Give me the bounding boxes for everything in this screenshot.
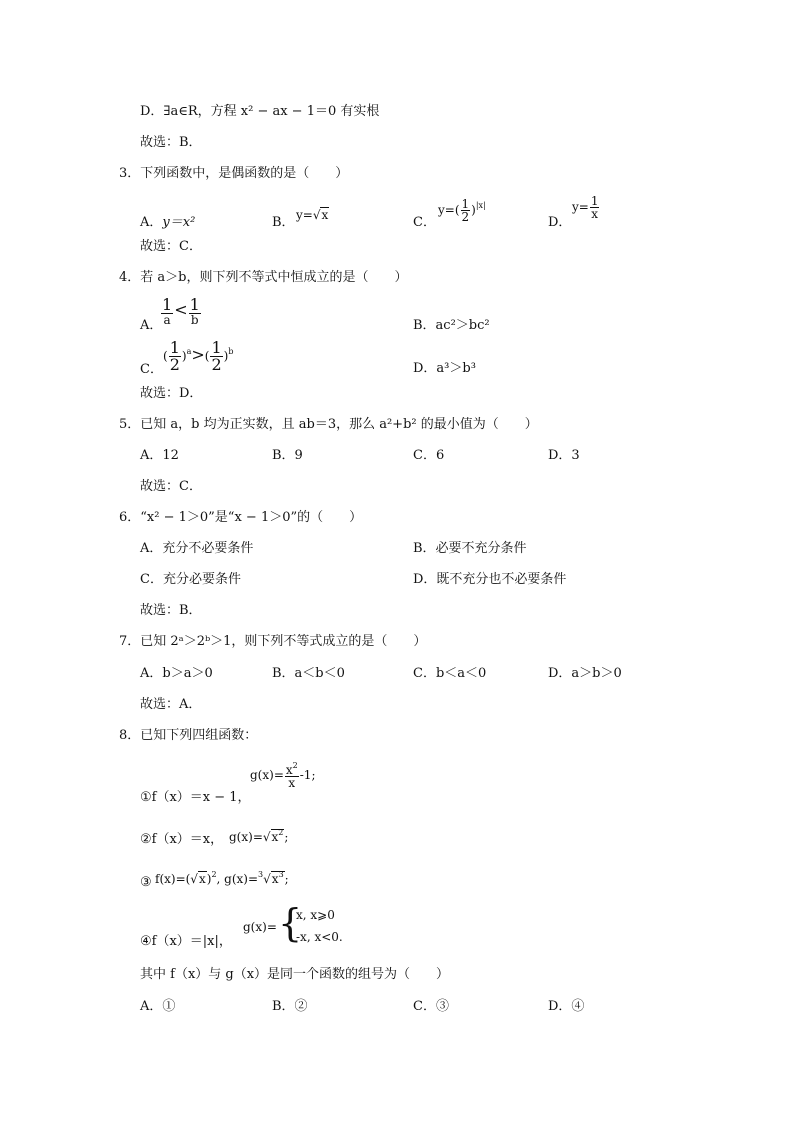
q4-option-b: B．ac²＞bc²	[413, 318, 490, 333]
q4-option-c-label: C．	[140, 362, 163, 377]
q6-option-d: D．既不充分也不必要条件	[413, 572, 567, 587]
q7-answer: 故选：A．	[140, 697, 202, 712]
q3-stem: 3．下列函数中，是偶函数的是（ ）	[119, 166, 349, 181]
q5-answer: 故选：C．	[140, 479, 202, 494]
q6-answer: 故选：B．	[140, 603, 202, 618]
q8-item-3-formula: $f(x)=(√x)^2$, $g(x)=^3√x^3$;	[155, 870, 289, 886]
q6-stem: 6．“x² − 1＞0”是“x − 1＞0”的（ ）	[119, 510, 363, 525]
q5-option-b: B．9	[272, 448, 303, 463]
q8-item-2: ②f（x）＝x，	[140, 832, 224, 847]
q8-option-b: B．②	[272, 999, 308, 1014]
q4-stem: 4．若 a＞b，则下列不等式中恒成立的是（ ）	[119, 270, 408, 285]
q4-option-d: D．a³＞b³	[413, 361, 476, 376]
q7-option-b: B．a＜b＜0	[272, 666, 345, 681]
q6-option-a: A．充分不必要条件	[140, 541, 254, 556]
q5-option-d: D．3	[548, 448, 580, 463]
q5-stem: 5．已知 a，b 均为正实数，且 ab＝3，那么 a²+b² 的最小值为（ ）	[119, 417, 538, 432]
brace-symbol: {	[278, 901, 303, 945]
q8-item-1: ①f（x）＝x − 1，	[140, 790, 251, 805]
q3-option-b-formula: y=√x	[296, 208, 329, 222]
q7-stem: 7．已知 2ᵃ＞2ᵇ＞1，则下列不等式成立的是（ ）	[119, 634, 427, 649]
q4-option-a-label: A．	[140, 318, 163, 333]
q3-option-c-formula: y=( $\frac{1}{2}$ )$^{|x|}$	[438, 197, 486, 224]
q8-item-2-formula: $g(x)=√x^2$;	[229, 828, 289, 844]
q7-option-c: C．b＜a＜0	[413, 666, 487, 681]
q8-stem: 8．已知下列四组函数：	[119, 728, 258, 743]
q3-option-d-formula: y= $\frac{1}{x}$	[572, 194, 599, 221]
q8-item-1-formula: g(x)= $\frac{x^2}{x}$ -1;	[250, 761, 316, 790]
q8-conclusion: 其中 f（x）与 g（x）是同一个函数的组号为（ ）	[140, 967, 450, 982]
q6-option-c: C．充分必要条件	[140, 572, 241, 587]
q4-option-a-formula: $\frac{1}{a}$ < $\frac{1}{b}$	[162, 295, 200, 327]
q8-item-4-formula: g(x)=	[243, 920, 277, 934]
q8-option-c: C．③	[413, 999, 449, 1014]
q3-option-b-label: B．	[272, 215, 295, 230]
q7-option-d: D．a＞b＞0	[548, 666, 622, 681]
q3-answer: 故选：C．	[140, 239, 202, 254]
q3-option-a: A．y＝x²	[140, 215, 196, 230]
q4-option-c-formula: ( $\frac{1}{2}$ )$^a$>( $\frac{1}{2}$ )$^b$	[163, 338, 234, 374]
q8-item-4: ④f（x）＝|x|，	[140, 934, 232, 949]
q8-item-4-case-1: x, x⩾0	[296, 908, 335, 922]
q8-item-3: ③	[140, 875, 152, 890]
q4-answer: 故选：D．	[140, 386, 203, 401]
q2-answer: 故选：B．	[140, 135, 202, 150]
q2-option-d: D．∃a∈R，方程 x² − ax − 1＝0 有实根	[140, 104, 380, 119]
q3-option-c-label: C．	[413, 215, 436, 230]
q5-option-c: C．6	[413, 448, 445, 463]
q8-item-4-case-2: -x, x<0.	[296, 930, 343, 944]
q5-option-a: A．12	[140, 448, 179, 463]
q8-option-d: D．④	[548, 999, 585, 1014]
q3-option-d-label: D．	[548, 215, 572, 230]
q6-option-b: B．必要不充分条件	[413, 541, 527, 556]
q7-option-a: A．b＞a＞0	[140, 666, 213, 681]
q8-option-a: A．①	[140, 999, 176, 1014]
